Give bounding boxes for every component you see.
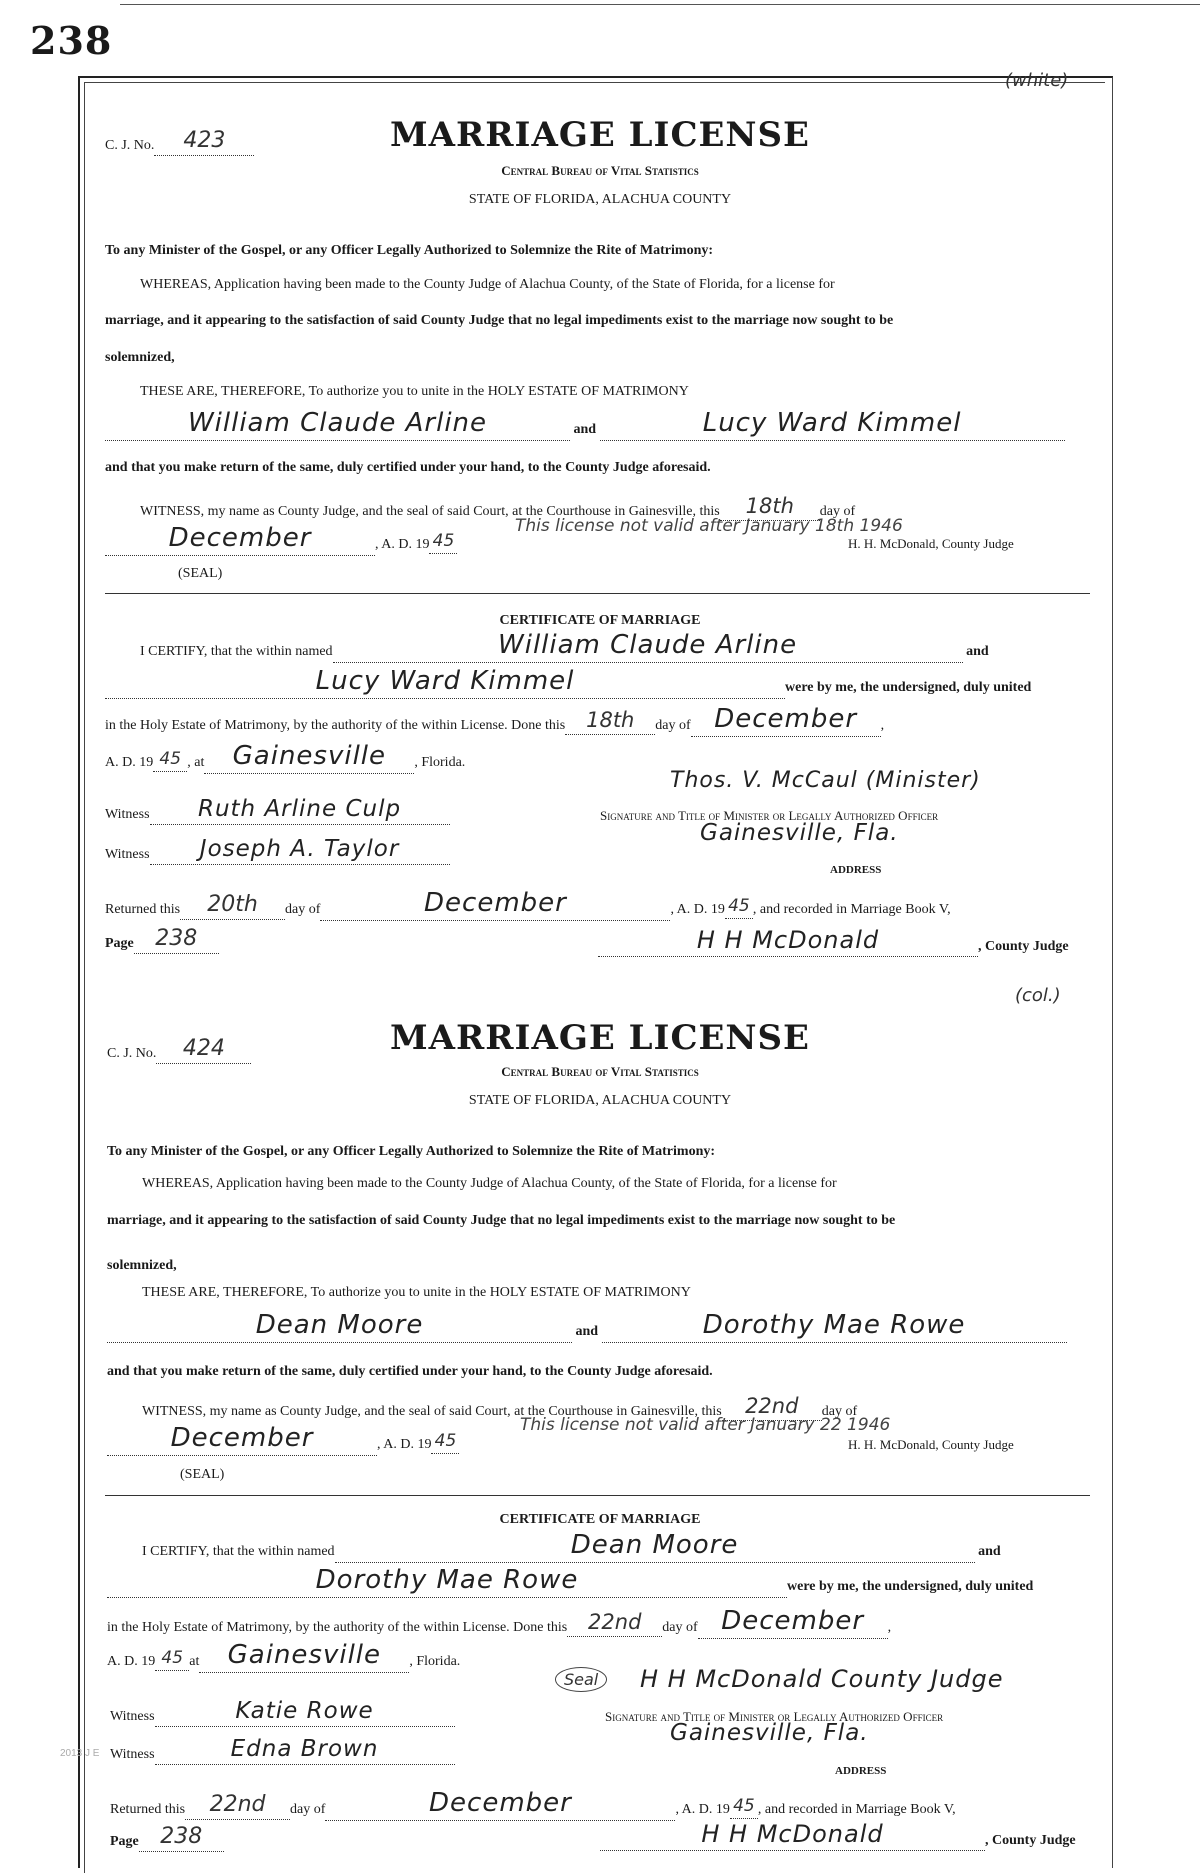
done-line: in the Holy Estate of Matrimony, by the authority of the within License. Done this 22nd day of December ,: [107, 1608, 891, 1639]
validity-note: This license not valid after January 18th 1946: [515, 516, 903, 536]
document-frame-inner: [84, 82, 1105, 1873]
date-line: December , A. D. 19 45: [107, 1425, 459, 1456]
license-year: 45: [432, 531, 455, 551]
state-county: STATE OF FLORIDA, ALACHUA COUNTY: [468, 1093, 732, 1108]
done-year: 45: [159, 749, 182, 769]
address-line: To any Minister of the Gospel, or any Officer Legally Authorized to Solemnize the Rite of Matrimony:: [105, 243, 714, 258]
these-are-line: THESE ARE, THEREFORE, To authorize you to unite in the HOLY ESTATE OF MATRIMONY: [140, 384, 689, 399]
returned-day: 22nd: [209, 1792, 266, 1817]
book-page: 238: [160, 1824, 203, 1849]
cert-bride-name: Lucy Ward Kimmel: [315, 666, 575, 696]
groom-name: William Claude Arline: [187, 408, 488, 438]
done-month: December: [721, 1606, 865, 1636]
witness-2-name: Joseph A. Taylor: [199, 836, 400, 862]
license-month: December: [170, 1423, 314, 1453]
place-line: A. D. 19 45 , at Gainesville , Florida.: [105, 743, 465, 774]
seal-label: (SEAL): [178, 566, 223, 581]
license-day: 22nd: [745, 1394, 799, 1418]
cert-bride-line: Lucy Ward Kimmel were by me, the undersigned, duly united: [105, 668, 1031, 699]
place-line: A. D. 19 45 at Gainesville , Florida.: [107, 1642, 460, 1673]
signature-caption: Signature and Title of Minister or Legally Authorized Officer: [605, 1709, 944, 1724]
names-line: [105, 410, 1065, 441]
witness-1-line: Witness Ruth Arline Culp: [105, 798, 450, 825]
license-year: 45: [434, 1431, 457, 1451]
page-line: Page 238: [110, 1826, 224, 1852]
page-line: Page 238: [105, 928, 219, 954]
county-judge-name: H. H. McDonald, County Judge: [848, 1437, 1014, 1452]
license-day: 18th: [745, 494, 794, 518]
county-judge-name: H. H. McDonald, County Judge: [848, 536, 1014, 551]
whereas-line-3: solemnized,: [105, 350, 175, 365]
officer-address: Gainesville, Fla.: [700, 820, 899, 846]
cj-number: 423: [183, 128, 226, 153]
bureau-name: Central Bureau of Vital Statistics: [501, 163, 699, 178]
seal-label: (SEAL): [180, 1467, 225, 1482]
returned-day: 20th: [207, 892, 258, 917]
whereas-line-1: WHEREAS, Application having been made to the County Judge of Alachua County, of the State of Florida, for a license for: [140, 277, 835, 292]
done-year: 45: [161, 1648, 184, 1668]
witness-2-line: Witness Edna Brown: [110, 1738, 455, 1765]
and-word: and: [573, 422, 597, 437]
section-divider: [105, 593, 1090, 594]
cj-number: 424: [182, 1036, 225, 1061]
done-place: Gainesville: [227, 1640, 382, 1670]
seal-mark: Seal: [555, 1670, 607, 1690]
witness-1-name: Katie Rowe: [235, 1698, 374, 1724]
address-caption: ADDRESS: [835, 1765, 887, 1777]
cert-groom-name: Dean Moore: [570, 1530, 739, 1560]
section-divider: [105, 1495, 1090, 1496]
done-month: December: [714, 704, 858, 734]
date-line: December , A. D. 19 45: [105, 525, 457, 556]
return-line: and that you make return of the same, duly certified under your hand, to the County Judge aforesaid.: [105, 460, 711, 475]
certificate-title: CERTIFICATE OF MARRIAGE: [499, 1512, 701, 1527]
county-judge-signature: H H McDonald: [701, 1820, 884, 1848]
watermark-text: 2013 J E: [60, 1748, 100, 1759]
return-line: and that you make return of the same, duly certified under your hand, to the County Judge aforesaid.: [107, 1364, 713, 1379]
certificate-title: CERTIFICATE OF MARRIAGE: [499, 613, 701, 628]
returned-year: 45: [733, 1796, 755, 1816]
groom-name: Dean Moore: [255, 1310, 424, 1340]
witness-clause: WITNESS, my name as County Judge, and the seal of said Court, at the Courthouse in Gainesville, this 18th day of: [140, 494, 856, 519]
done-line: in the Holy Estate of Matrimony, by the authority of the within License. Done this 18th day of December ,: [105, 706, 884, 737]
validity-note: This license not valid after January 22 1946: [520, 1415, 891, 1435]
done-day: 18th: [586, 708, 635, 732]
done-place: Gainesville: [232, 741, 387, 771]
race-note: (white): [1005, 70, 1069, 91]
officer-signature: H H McDonald County Judge: [640, 1665, 1004, 1693]
license-title: MARRIAGE LICENSE: [390, 1018, 810, 1058]
bureau-name: Central Bureau of Vital Statistics: [501, 1064, 699, 1079]
address-caption: ADDRESS: [830, 864, 882, 876]
license-month: December: [168, 523, 312, 553]
license-title: MARRIAGE LICENSE: [390, 115, 810, 155]
done-day: 22nd: [588, 1610, 642, 1634]
whereas-line-2: marriage, and it appearing to the satisfaction of said County Judge that no legal impediments exist to the marriage now sought to be: [107, 1213, 896, 1228]
returned-line: Returned this 20th day of December , A. D. 19 45 , and recorded in Marriage Book V,: [105, 890, 951, 921]
officer-address: Gainesville, Fla.: [670, 1720, 869, 1746]
names-line: Dean Moore and Dorothy Mae Rowe: [107, 1312, 1067, 1343]
certify-line: I CERTIFY, that the within named William Claude Arline and: [140, 632, 989, 663]
whereas-line-1: WHEREAS, Application having been made to the County Judge of Alachua County, of the State of Florida, for a license for: [142, 1176, 837, 1191]
county-judge-signature-line: H H McDonald , County Judge: [600, 1822, 1076, 1851]
cert-groom-name: William Claude Arline: [498, 630, 798, 660]
officer-signature: Thos. V. McCaul (Minister): [670, 768, 981, 793]
witness-1-name: Ruth Arline Culp: [197, 796, 402, 822]
returned-month: December: [424, 888, 567, 918]
signature-caption: Signature and Title of Minister or Legally Authorized Officer: [600, 808, 939, 823]
these-are-line: THESE ARE, THEREFORE, To authorize you to unite in the HOLY ESTATE OF MATRIMONY: [142, 1285, 691, 1300]
cert-bride-name: Dorothy Mae Rowe: [315, 1565, 579, 1595]
witness-clause: WITNESS, my name as County Judge, and the seal of said Court, at the Courthouse in Gainesville, this 22nd day of: [142, 1394, 858, 1419]
returned-line: Returned this 22nd day of December , A. D. 19 45 , and recorded in Marriage Book V,: [110, 1790, 956, 1821]
state-county: STATE OF FLORIDA, ALACHUA COUNTY: [468, 192, 732, 207]
page-number: 238: [30, 18, 113, 63]
witness-2-name: Edna Brown: [230, 1736, 379, 1762]
whereas-line-2: marriage, and it appearing to the satisfaction of said County Judge that no legal impediments exist to the marriage now sought to be: [105, 313, 894, 328]
certify-line: I CERTIFY, that the within named Dean Moore and: [142, 1532, 1001, 1563]
returned-month: December: [429, 1788, 572, 1818]
bride-name: Lucy Ward Kimmel: [702, 408, 962, 438]
witness-1-line: Witness Katie Rowe: [110, 1700, 455, 1727]
cert-bride-line: Dorothy Mae Rowe were by me, the undersigned, duly united: [107, 1567, 1033, 1598]
whereas-line-3: solemnized,: [107, 1258, 177, 1273]
cj-label: C. J. No.: [105, 138, 155, 153]
address-line: To any Minister of the Gospel, or any Officer Legally Authorized to Solemnize the Rite of Matrimony:: [107, 1144, 716, 1159]
county-judge-signature: H H McDonald: [696, 926, 880, 954]
race-note: (col.): [1015, 985, 1061, 1006]
book-page: 238: [155, 926, 198, 951]
returned-year: 45: [728, 896, 750, 916]
cj-label: C. J. No.: [107, 1046, 157, 1061]
bride-name: Dorothy Mae Rowe: [702, 1310, 966, 1340]
witness-2-line: Witness Joseph A. Taylor: [105, 838, 450, 865]
county-judge-signature-line: H H McDonald , County Judge: [598, 928, 1069, 957]
top-border-line: [120, 4, 1200, 5]
